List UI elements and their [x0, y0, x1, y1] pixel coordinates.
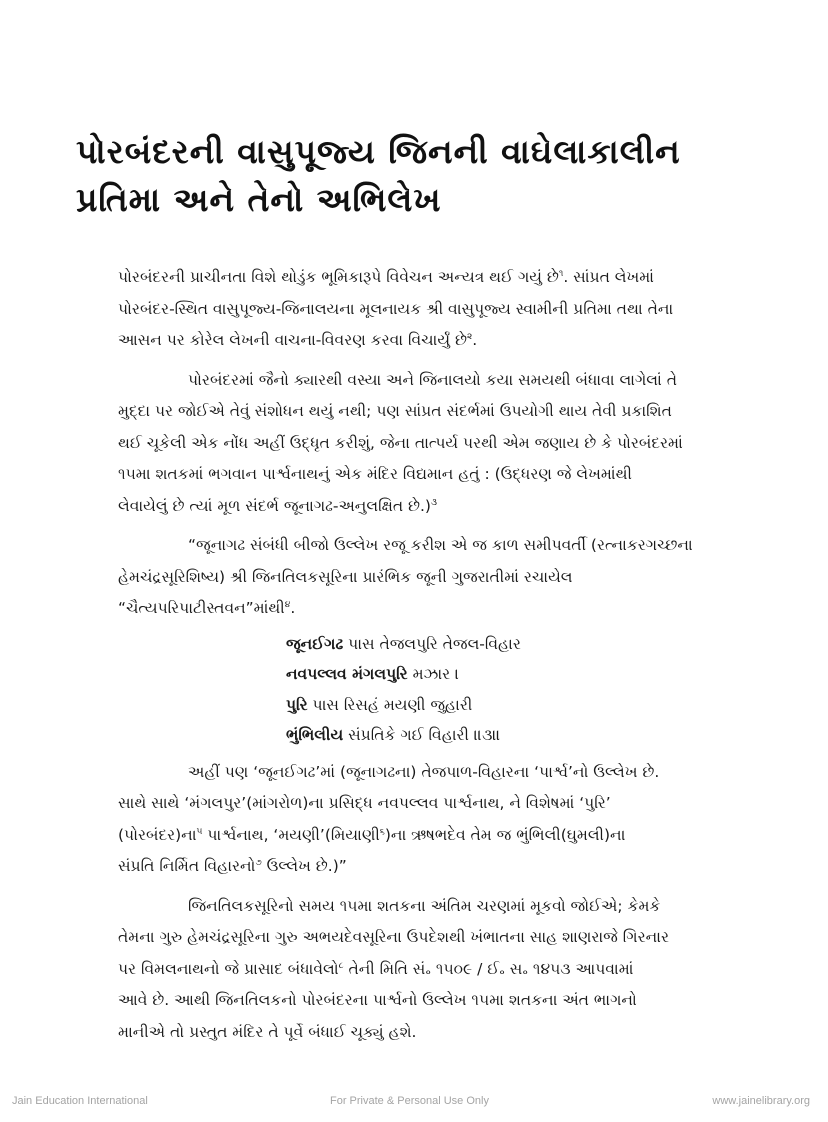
- footnote-ref[interactable]: ૮: [338, 960, 344, 971]
- verse-line: નવપલ્લવ મંગલપુરિ મઝાર ।: [286, 665, 460, 683]
- footnote-ref[interactable]: ૬: [379, 826, 385, 837]
- paragraph-dating: જિનતિલકસૂરિનો સમય ૧૫મા શતકના અંતિમ ચરણમાં મૂકવો જોઈએ; કેમકે તેમના ગુરુ હેમચંદ્રસૂરિના ગુરુ અભયદેવસૂરિના ઉપદેશથી ખંભાતના સાહ શાણરાજે ગિરનાર પર વિમલનાથનો જે પ્રાસાદ બંધાવેલો$^૮$ તેની મિતિ સં૰ ૧૫૦૯ / ઈ૰ સ૰ ૧૪૫૩ આપવામાં આવે છે. આથી જિનતિલકનો પોરબંદરના પાર્શ્વનો ઉલ્લેખ ૧૫મા શતકના અંત ભાગનો માનીએ તો પ્રસ્તુત મંદિર તે પૂર્વે બંધાઈ ચૂક્યું હશે.: [118, 896, 669, 1041]
- page-footer: [0, 1095, 828, 1115]
- footnote-ref[interactable]: ૩: [430, 497, 437, 508]
- footer-publisher: Jain Education International: [12, 1095, 148, 1107]
- verse-line: પુરિ પાસ રિસહં મયણી જુહારી: [286, 695, 473, 714]
- paragraph-commentary: અહીં પણ ‘જૂનઈગઢ’માં (જૂનાગઢના) તેજપાળ-વિહારના ‘પાર્શ્વ’નો ઉલ્લેખ છે. સાથે સાથે ‘મંગલપુર’(માંગરોળ)ના પ્રસિદ્ધ નવપલ્લવ પાર્શ્વનાથ, ને વિશેષમાં ‘પુરિ’ (પોરબંદર)ના$^૫$ પાર્શ્વનાથ, ‘મયણી’(મિયાણી$^૬$)ના ઋષભદેવ તેમ જ ભુંભિલી(ઘુમલી)ના સંપ્રતિ નિર્મિત વિહારનો$^૭$ ઉલ્લેખ છે.)”: [118, 762, 660, 875]
- title-line-1: પોરબંદરની વાસુપૂજ્ય જિનની વાઘેલાકાલીન: [76, 132, 681, 171]
- article-title: [76, 128, 716, 224]
- footnote-ref[interactable]: ૭: [255, 858, 262, 868]
- footer-website-link[interactable]: www.jainelibrary.org: [712, 1095, 810, 1107]
- paragraph-context: પોરબંદરમાં જૈનો ક્યારથી વસ્યા અને જિનાલયો કયા સમયથી બંધાવા લાગેલાં તે મુદ્દા પર જોઈએ તેવું સંશોધન થયું નથી; પણ સાંપ્રત સંદર્ભમાં ઉપયોગી થાય તેવી પ્રકાશિત થઈ ચૂકેલી એક નોંધ અહીં ઉદ્ધૃત કરીશું, જેના તાત્પર્ય પરથી એમ જણાય છે કે પોરબંદરમાં ૧૫મા શતકમાં ભગવાન પાર્શ્વનાથનું એક મંદિર વિદ્યમાન હતું : (ઉદ્ધરણ જે લેખમાંથી લેવાયેલું છે ત્યાં મૂળ સંદર્ભ જૂનાગઢ-અનુલક્ષિત છે.)$^૩$: [118, 370, 683, 515]
- text: પોરબંદરની પ્રાચીનતા વિશે થોડુંક ભૂમિકારૂપે વિવેચન અન્યત્ર થઈ ગયું છે: [118, 268, 559, 286]
- verse-line: જૂનઈગઢ પાસ તેજલપુરિ તેજલ-વિહાર: [286, 634, 521, 653]
- footer-usage-note: For Private & Personal Use Only: [330, 1095, 489, 1107]
- verse-block: [286, 629, 818, 751]
- footnote-ref[interactable]: ૧: [558, 269, 564, 279]
- verse-line: ભુંભિલીય સંપ્રતિકે ગઈ વિહારી ॥૩॥: [286, 726, 501, 744]
- article-body: [118, 262, 818, 1048]
- title-line-2: પ્રતિમા અને તેનો અભિલેખ: [76, 180, 442, 219]
- paragraph-quote: “જૂનાગઢ સંબંધી બીજો ઉલ્લેખ રજૂ કરીશ એ જ કાળ સમીપવર્તી (રત્નાકરગચ્છના હેમચંદ્રસૂરિશિષ્ય) શ્રી જિનતિલકસૂરિના પ્રારંભિક જૂની ગુજરાતીમાં રચાયેલ “ચૈત્યપરિપાટીસ્તવન”માંથી$^૪$.: [118, 536, 693, 617]
- paragraph-intro: પોરબંદરની પ્રાચીનતા વિશે થોડુંક ભૂમિકારૂપે વિવેચન અન્યત્ર થઈ ગયું છે$^૧$. સાંપ્રત લેખમાં પોરબંદર-સ્થિત વાસુપૂજ્ય-જિનાલયના મૂલનાયક શ્રી વાસુપૂજ્ય સ્વામીની પ્રતિમા તથા તેના આસન પર કોરેલ લેખની વાચના-વિવરણ કરવા વિચાર્યું છે$^૨$.: [118, 262, 818, 357]
- footnote-ref[interactable]: ૨: [466, 332, 473, 342]
- footnote-ref[interactable]: ૪: [284, 600, 291, 610]
- footnote-ref[interactable]: ૫: [196, 826, 203, 837]
- text: પોરબંદર-સ્થિત વાસુપૂજ્ય-જિનાલયના મૂલનાયક શ્રી વાસુપૂજ્ય સ્વામીની પ્રતિમા તથા તેના: [118, 299, 674, 318]
